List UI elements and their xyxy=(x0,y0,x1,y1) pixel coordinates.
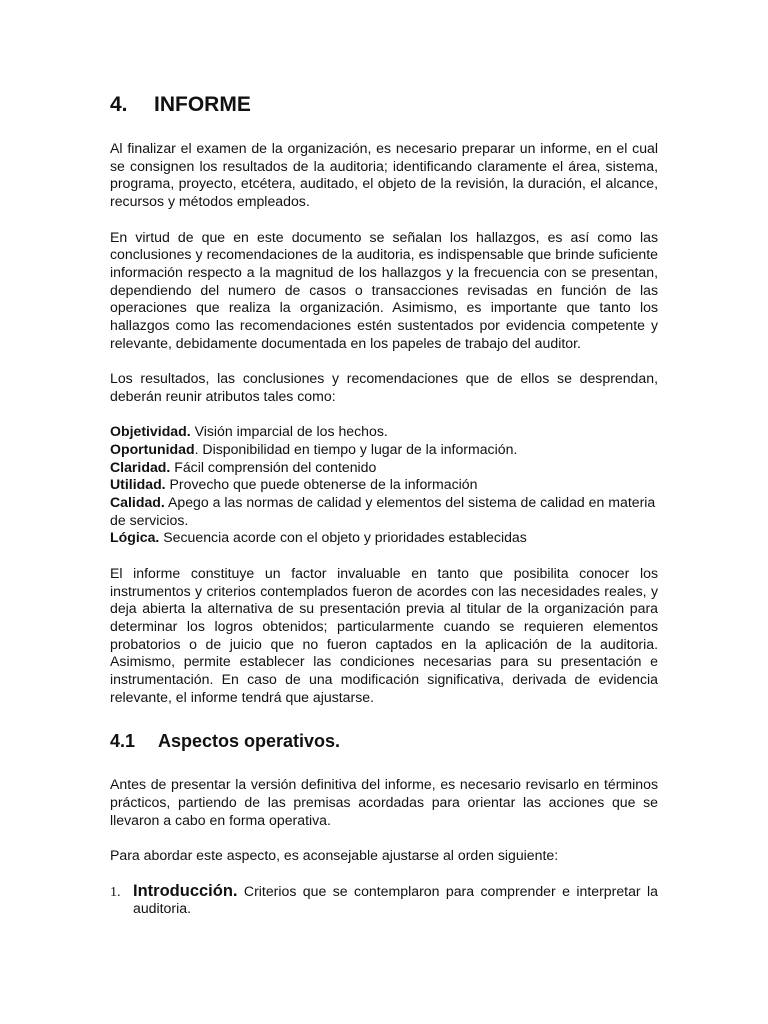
closing-paragraph: El informe constituye un factor invaluable en tanto que posibilita conocer los instrumentos y criterios contemplados fueron de acordes con las necesidades reales, y deja abierta la alternativa de su presentación previa al titular de la organización para determinar los logros obtenidos; particularmente cuando se requieren elementos probatorios o de juicio que no fueron captados en la aplicación de la auditoria. Asimismo, permite establecer las condiciones necesarias para su presentación e instrumentación. En caso de una modificación significativa, derivada de evidencia relevante, el informe tendrá que ajustarse. xyxy=(110,564,658,705)
attribute-term: Lógica. xyxy=(110,529,160,546)
attribute-term: Objetividad. xyxy=(110,423,191,440)
section-title: INFORME xyxy=(154,93,251,116)
attribute-desc: Visión imparcial de los hechos. xyxy=(190,423,388,440)
list-item xyxy=(110,883,658,918)
attribute-desc: . Disponibilidad en tiempo y lugar de la información. xyxy=(194,440,518,457)
section-number: 4. xyxy=(110,93,128,116)
paragraph-1: Al finalizar el examen de la organización, es necesario preparar un informe, en el cual se consignen los resultados de la auditoria; identificando claramente el área, sistema, programa, proyecto, etcétera, auditado, el objeto de la revisión, la duración, el alcance, recursos y métodos empleados. xyxy=(110,140,658,210)
subsection-number: 4.1 xyxy=(110,731,136,752)
attribute-desc: Secuencia acorde con el objeto y prioridades establecidas xyxy=(159,529,527,546)
attribute-claridad xyxy=(110,459,658,477)
attribute-term: Claridad. xyxy=(110,458,171,475)
attribute-term: Oportunidad xyxy=(110,440,195,457)
attribute-logica xyxy=(110,529,658,547)
attribute-oportunidad xyxy=(110,441,658,459)
subsection-paragraph-1: Antes de presentar la versión definitiva del informe, es necesario revisarlo en términos prácticos, partiendo de las premisas acordadas para orientar las acciones que se llevaron a cabo en forma operativa. xyxy=(110,776,658,828)
paragraph-2: En virtud de que en este documento se señalan los hallazgos, es así como las conclusiones y recomendaciones de la auditoria, es indispensable que brinde suficiente información respecto a la magnitud de los hallazgos y la frecuencia con se presentan, dependiendo del numero de casos o transacciones revisadas en función de las operaciones que realiza la organización. Asimismo, es importante que tanto los hallazgos como las recomendaciones estén sustentados por evidencia competente y relevante, debidamente documentada en los papeles de trabajo del auditor. xyxy=(110,228,658,351)
list-marker: 1. xyxy=(110,883,121,900)
list-item-body xyxy=(133,883,658,918)
attribute-utilidad xyxy=(110,476,658,494)
subsection-title: Aspectos operativos. xyxy=(158,731,341,752)
document-page xyxy=(110,90,658,918)
attribute-calidad xyxy=(110,494,658,529)
attribute-term: Calidad. xyxy=(110,494,165,511)
attribute-desc: Fácil comprensión del contenido xyxy=(170,458,377,475)
section-heading xyxy=(110,90,658,120)
list-item-desc: Criterios que se contemplaron para comprender e interpretar la auditoria. xyxy=(133,882,658,917)
subsection-paragraph-2: Para abordar este aspecto, es aconsejable ajustarse al orden siguiente: xyxy=(110,847,559,864)
paragraph-3: Los resultados, las conclusiones y recomendaciones que de ellos se desprendan, deberán reunir atributos tales como: xyxy=(110,370,658,404)
attribute-objetividad xyxy=(110,423,658,441)
attributes-list xyxy=(110,423,658,547)
attribute-desc: Provecho que puede obtenerse de la información xyxy=(165,476,478,493)
attribute-term: Utilidad. xyxy=(110,476,166,493)
list-item-term: Introducción. xyxy=(133,881,238,900)
attribute-desc: Apego a las normas de calidad y elementos del sistema de calidad en materia de servicios. xyxy=(110,494,656,528)
subsection-heading xyxy=(110,726,658,756)
